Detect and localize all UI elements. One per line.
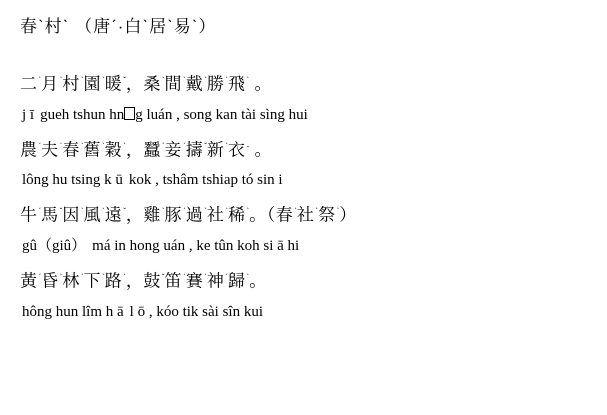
ruby-mark: ˋ: [315, 207, 319, 217]
han-char: 下: [83, 271, 102, 291]
han-char: 稀: [228, 205, 246, 225]
han-punct: ，: [125, 140, 144, 160]
han-char: 新: [206, 140, 225, 160]
han-punct: ，: [125, 205, 144, 225]
han-char: 過: [185, 205, 204, 225]
han-char: 春: [275, 205, 294, 225]
ruby-mark: ˋ: [123, 141, 126, 151]
ruby-mark: ˋ: [183, 141, 186, 151]
han-char: 賽: [185, 271, 204, 291]
han-char: 路: [104, 271, 123, 291]
han-char: 農: [20, 140, 38, 160]
han-char: 勝: [206, 74, 225, 94]
romanization-line-3: gû（giû） má in hong uán , ke tûn koh si ā hi: [22, 237, 300, 254]
han-char: 飛: [228, 74, 246, 94]
ruby-mark: ˋ: [246, 76, 250, 85]
ruby-mark: ˇ: [161, 272, 165, 282]
han-char: 妾: [164, 140, 183, 160]
han-char: 豚: [164, 205, 183, 225]
title-char: 居: [149, 17, 168, 36]
han-char: 風: [83, 205, 102, 225]
ruby-mark: ˊ·: [111, 17, 125, 36]
han-char: 舊: [83, 140, 102, 160]
ruby-mark: ˋ: [225, 76, 229, 85]
han-punct: 。: [249, 140, 272, 160]
han-char: 林: [62, 271, 80, 291]
ruby-mark: ˋ: [59, 272, 63, 282]
han-punct: ，: [125, 271, 144, 291]
ruby-mark: ˋ: [246, 272, 250, 282]
ruby-mark: ˋ: [204, 76, 207, 85]
ruby-mark: ˋ: [142, 17, 150, 36]
han-char: 馬: [41, 205, 59, 225]
han-char: 春: [62, 140, 80, 160]
han-char: 衣: [228, 140, 246, 160]
ruby-mark: ˊ: [183, 207, 186, 217]
romanization-line-1: j ī gueh tshun hn g luán , song kan tài sìng hui: [22, 106, 308, 123]
romanization-line-4: hông hun lîm h ā l ō , kóo tik sài sîn kui: [22, 303, 264, 320]
ruby-mark: ˋ: [80, 76, 84, 85]
ruby-mark: ˋ: [102, 207, 105, 217]
han-char: 神: [206, 271, 225, 291]
ruby-mark: ˋ: [246, 207, 250, 217]
han-char: 間: [164, 74, 183, 94]
title-char: 春: [20, 17, 38, 36]
han-line-3: [20, 197, 591, 231]
ruby-mark: ˇ: [204, 141, 207, 151]
ruby-mark: ˋ: [167, 17, 174, 36]
ruby-mark: ˋ: [191, 17, 199, 36]
ruby-mark: ˋ: [59, 76, 63, 85]
ruby-mark: ˋ: [59, 141, 63, 151]
page-title: [20, 14, 591, 40]
han-char: 黃: [20, 271, 38, 291]
han-char: 昏: [41, 271, 59, 291]
han-char: 夫: [41, 140, 59, 160]
han-char: 月: [41, 74, 59, 94]
han-line-1: [20, 66, 591, 100]
han-char: 園: [83, 74, 102, 94]
han-char: 笛: [164, 271, 183, 291]
han-punct: ）: [339, 205, 357, 225]
title-paren: （唐: [75, 17, 112, 36]
ruby-mark: ˊ: [38, 207, 42, 217]
han-char: 二: [20, 74, 38, 94]
verse-block-2: [20, 132, 591, 196]
han-char: 穀: [104, 140, 123, 160]
ruby-mark: ˋ: [38, 76, 42, 85]
ruby-mark: ˋ: [336, 207, 340, 217]
han-punct: ，: [125, 74, 144, 94]
verse-block-1: [20, 66, 591, 130]
ruby-mark: ˋ: [161, 76, 165, 85]
romanization-line-2: lông hu tsing k ū kok , tshâm tshiap tó sin i: [22, 172, 283, 189]
ruby-mark: ˋ: [123, 272, 126, 282]
han-char: 雞: [143, 205, 161, 225]
ruby-mark: ˋ: [102, 272, 105, 282]
title-paren: ）: [198, 17, 217, 36]
han-char: 祭: [318, 205, 336, 225]
ruby-mark: ˊ: [183, 272, 186, 282]
ruby-mark: ˊ: [80, 272, 84, 282]
ruby-mark: ˊ: [38, 141, 42, 151]
ruby-mark: ˇ: [123, 207, 126, 217]
han-char: 桑: [143, 74, 161, 94]
verse-block-4: [20, 263, 591, 327]
ruby-mark: ˋ: [80, 207, 84, 217]
ruby-mark: ˋ: [161, 207, 165, 217]
ruby-mark: ˇ: [123, 76, 126, 85]
han-char: 暖: [104, 74, 123, 94]
ruby-mark: ˊ: [38, 272, 42, 282]
missing-glyph-box: [124, 107, 135, 120]
title-char: 村: [44, 17, 63, 36]
ruby-mark: ˋ: [102, 141, 105, 151]
ruby-mark: ˋ: [80, 141, 84, 151]
han-char: 戴: [185, 74, 204, 94]
han-line-2: [20, 132, 591, 166]
ruby-mark: ˋ: [225, 141, 229, 151]
ruby-mark: ˋ: [62, 17, 70, 36]
han-char: 牛: [20, 205, 38, 225]
verse-block-3: [20, 197, 591, 261]
han-char: 社: [206, 205, 225, 225]
ruby-mark: ˊ: [161, 141, 165, 151]
title-char: 易: [173, 17, 192, 36]
han-char: 社: [296, 205, 315, 225]
ruby-mark: ˋ: [204, 272, 207, 282]
han-punct: 。: [249, 74, 272, 94]
han-char: 村: [62, 74, 80, 94]
ruby-mark: ˋ: [102, 76, 105, 85]
ruby-mark: ˋ: [225, 207, 229, 217]
han-char: 蠶: [143, 140, 161, 160]
ruby-mark: ˋ: [294, 207, 297, 217]
han-char: 歸: [228, 271, 246, 291]
title-char: 白: [124, 17, 143, 36]
han-char: 鼓: [143, 271, 161, 291]
ruby-mark: ˇ: [59, 207, 63, 217]
ruby-mark: ˋ: [204, 207, 207, 217]
han-punct: 。: [249, 271, 267, 291]
han-char: 因: [62, 205, 80, 225]
ruby-mark: -: [246, 141, 250, 151]
ruby-mark: ˋ: [38, 17, 45, 36]
han-char: 擣: [185, 140, 204, 160]
ruby-mark: ˋ: [183, 76, 186, 85]
han-char: 遠: [104, 205, 123, 225]
ruby-mark: ˊ: [225, 272, 229, 282]
han-line-4: [20, 263, 591, 297]
han-punct: 。（: [249, 205, 276, 225]
